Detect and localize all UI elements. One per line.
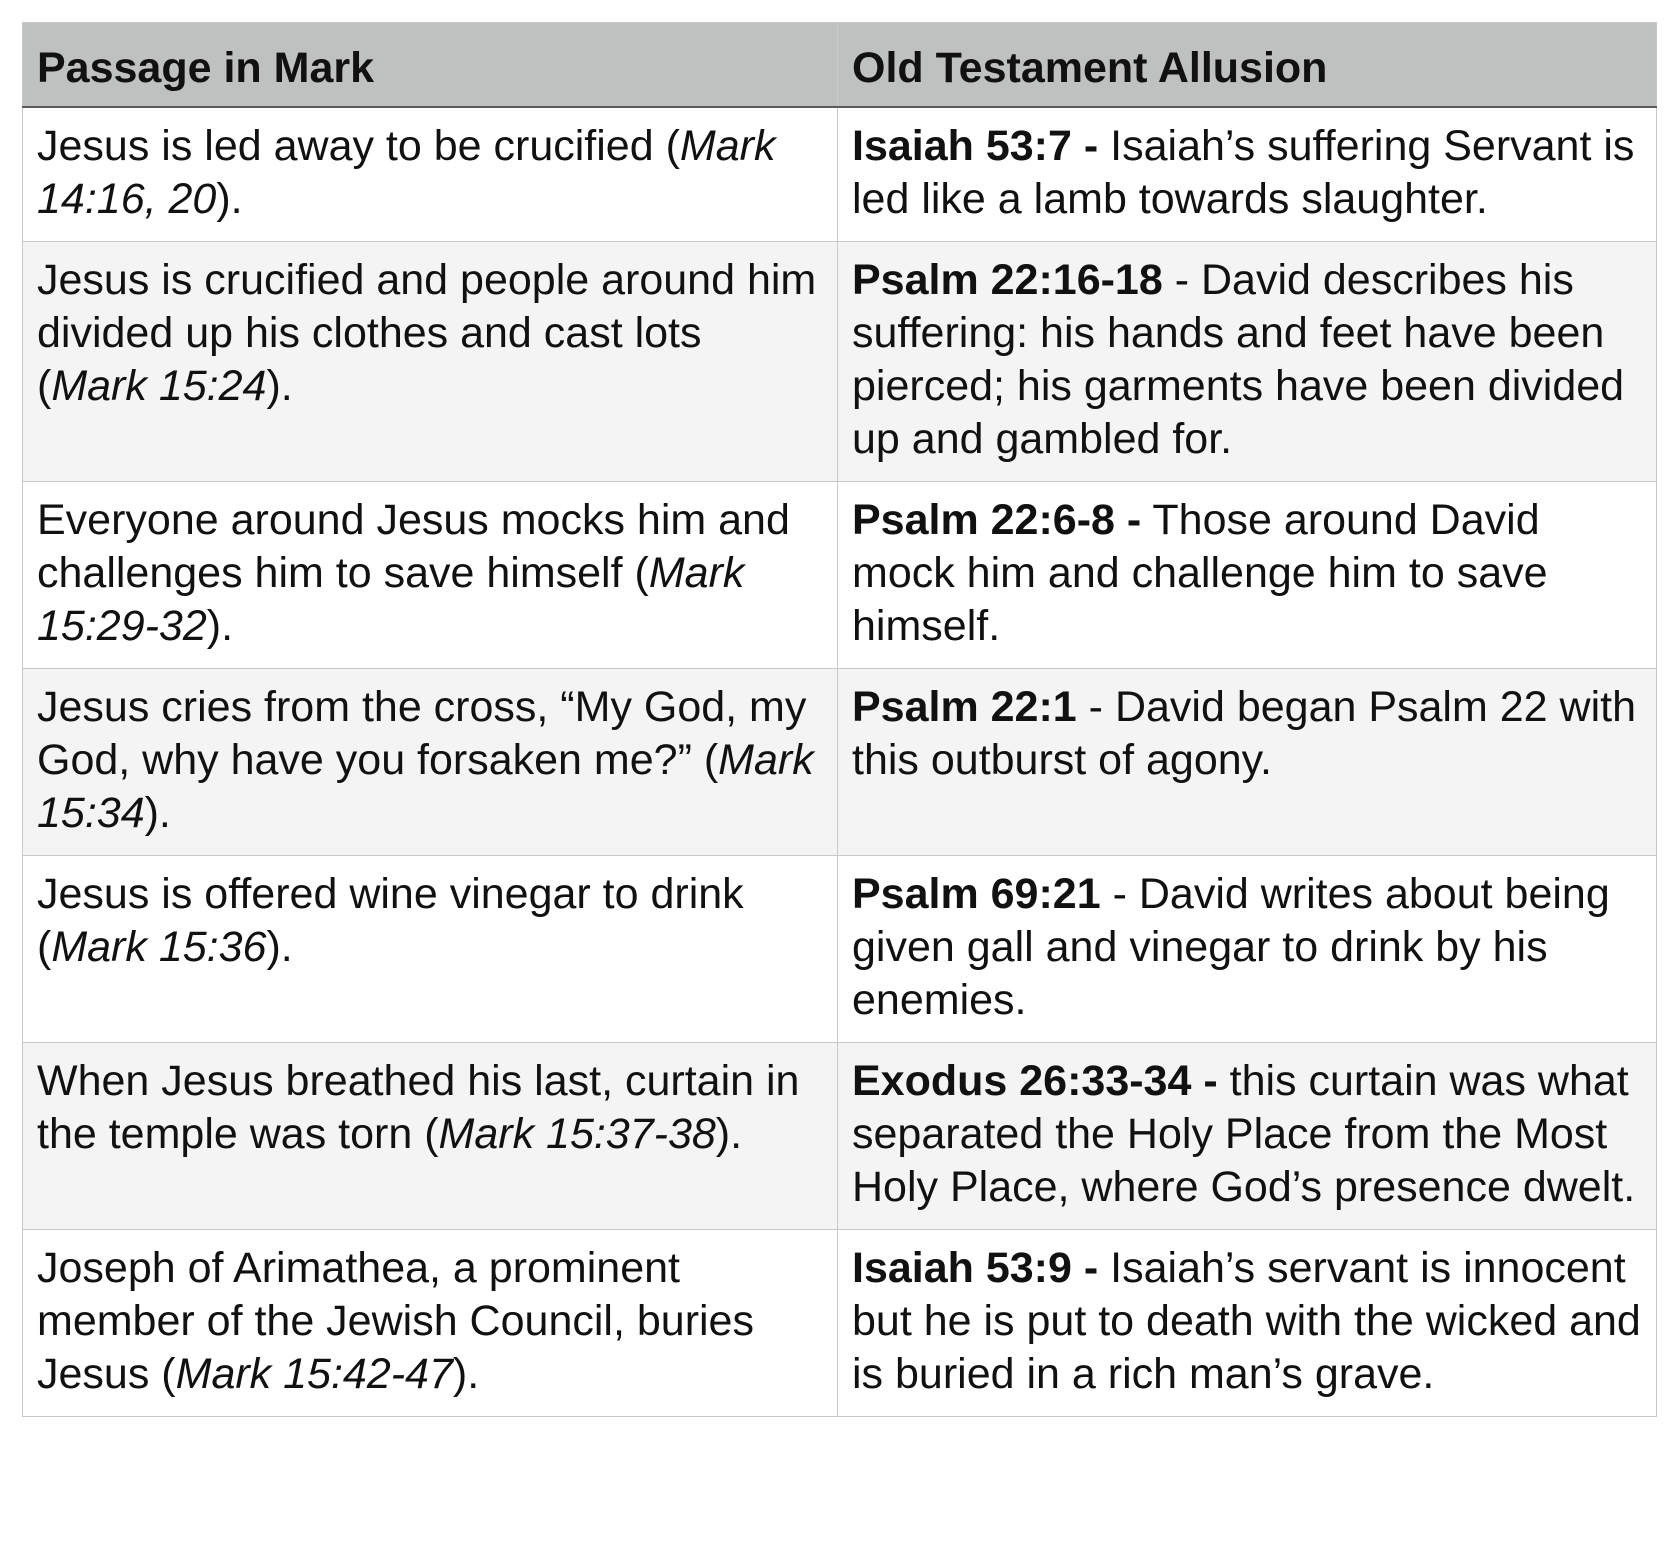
ot-allusion-cell [838, 856, 1657, 1043]
table-row [23, 1043, 1657, 1230]
mark-passage-cell: When Jesus breathed his last, curtain in the temple was torn (Mark 15:37-38). [23, 1043, 838, 1230]
ot-separator-dash: - [1112, 870, 1127, 918]
table-row [23, 1230, 1657, 1417]
mark-passage-text: Jesus is led away to be crucified [37, 122, 654, 170]
ot-reference: Psalm 22:1 [852, 683, 1077, 731]
ot-separator-dash: - [1088, 683, 1103, 731]
table-row [23, 482, 1657, 669]
mark-passage-cell: Jesus is crucified and people around him divided up his clothes and cast lots (Mark 15:24). [23, 242, 838, 482]
ot-separator-dash: - [1126, 496, 1142, 544]
comparison-table-container [22, 22, 1656, 1417]
ot-allusion-text: David writes about being given gall and vinegar to drink by his enemies. [852, 870, 1610, 1024]
ot-separator-dash: - [1083, 1244, 1099, 1292]
mark-passage-text: Jesus cries from the cross, “My God, my God, why have you forsaken me?” [37, 683, 807, 784]
table-header-row [23, 23, 1657, 108]
ot-allusion-text: Those around David mock him and challenge him to save himself. [852, 496, 1548, 650]
ot-allusion-text: David describes his suffering: his hands and feet have been pierced; his garments have been divided up and gambled for. [852, 256, 1625, 463]
mark-passage-cell: Joseph of Arimathea, a prominent member of the Jewish Council, buries Jesus (Mark 15:42-47). [23, 1230, 838, 1417]
mark-passage-cell: Jesus is led away to be crucified (Mark 14:16, 20). [23, 107, 838, 242]
mark-reference: Mark 15:37-38 [438, 1110, 716, 1158]
ot-allusion-text: David began Psalm 22 with this outburst of agony. [852, 683, 1636, 784]
table-row [23, 669, 1657, 856]
mark-passage-cell: Jesus is offered wine vinegar to drink (Mark 15:36). [23, 856, 838, 1043]
mark-passage-text: Joseph of Arimathea, a prominent member of the Jewish Council, buries Jesus [37, 1244, 754, 1398]
mark-reference: Mark 15:29-32 [37, 549, 745, 650]
header-passage-in-mark: Passage in Mark [23, 23, 838, 108]
mark-ot-allusion-table [22, 22, 1657, 1417]
ot-allusion-cell [838, 1043, 1657, 1230]
ot-reference: Psalm 22:6-8 [852, 496, 1115, 544]
mark-reference: Mark 15:42-47 [175, 1350, 453, 1398]
mark-reference: Mark 15:36 [51, 923, 267, 971]
mark-passage-text: Everyone around Jesus mocks him and challenges him to save himself [37, 496, 790, 597]
ot-allusion-cell [838, 242, 1657, 482]
table-row [23, 856, 1657, 1043]
ot-allusion-text: Isaiah’s servant is innocent but he is put to death with the wicked and is buried in a rich man’s grave. [852, 1244, 1641, 1398]
mark-passage-text: Jesus is offered wine vinegar to drink [37, 870, 744, 918]
ot-separator-dash: - [1083, 122, 1099, 170]
ot-allusion-cell [838, 669, 1657, 856]
ot-allusion-text: this curtain was what separated the Holy Place from the Most Holy Place, where God’s presence dwelt. [852, 1057, 1636, 1211]
ot-reference: Psalm 22:16-18 [852, 256, 1163, 304]
table-row [23, 242, 1657, 482]
ot-allusion-cell [838, 482, 1657, 669]
ot-allusion-cell [838, 1230, 1657, 1417]
ot-separator-dash: - [1203, 1057, 1218, 1105]
ot-allusion-cell [838, 107, 1657, 242]
mark-passage-cell: Everyone around Jesus mocks him and challenges him to save himself (Mark 15:29-32). [23, 482, 838, 669]
ot-allusion-text: Isaiah’s suffering Servant is led like a lamb towards slaughter. [852, 122, 1635, 223]
mark-passage-text: When Jesus breathed his last, curtain in the temple was torn [37, 1057, 800, 1158]
mark-passage-cell: Jesus cries from the cross, “My God, my God, why have you forsaken me?” (Mark 15:34). [23, 669, 838, 856]
header-ot-allusion: Old Testament Allusion [838, 23, 1657, 108]
mark-reference: Mark 15:24 [51, 362, 267, 410]
ot-reference: Exodus 26:33-34 [852, 1057, 1192, 1105]
ot-reference: Isaiah 53:7 [852, 122, 1072, 170]
mark-reference: Mark 15:34 [37, 736, 814, 837]
table-row [23, 107, 1657, 242]
ot-separator-dash: - [1174, 256, 1190, 304]
mark-reference: Mark 14:16, 20 [37, 122, 776, 223]
ot-reference: Isaiah 53:9 [852, 1244, 1072, 1292]
mark-passage-text: Jesus is crucified and people around him divided up his clothes and cast lots [37, 256, 817, 357]
ot-reference: Psalm 69:21 [852, 870, 1101, 918]
table-body [23, 107, 1657, 1417]
